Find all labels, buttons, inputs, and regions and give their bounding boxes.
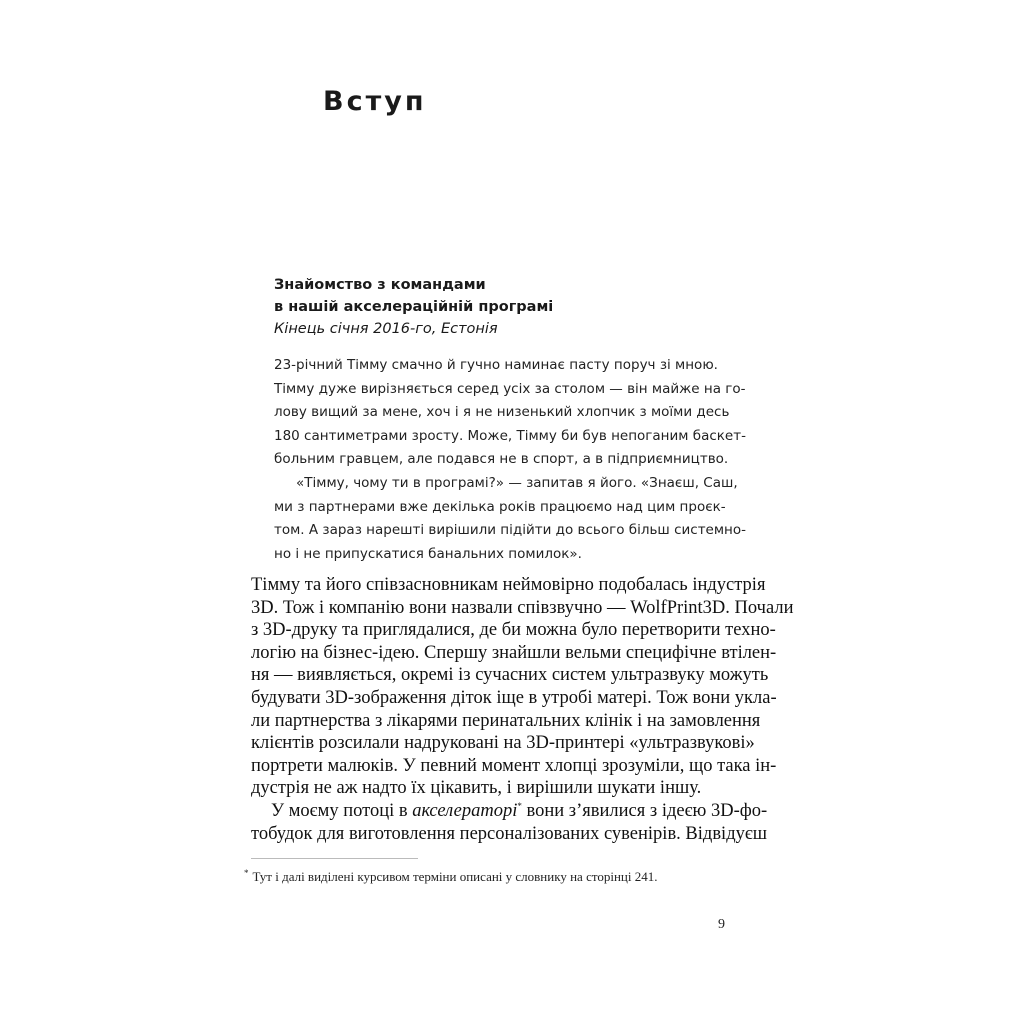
epigraph-line: 23-річний Тімму смачно й гучно наминає пасту поруч зі мною. [274,357,718,373]
glossary-term: акселераторі [412,800,518,821]
epigraph-text [274,354,747,566]
footnote-mark: * [244,867,249,878]
epigraph-line: ми з партнерами вже декілька років працюємо над цим проєк- [274,498,726,515]
footnote-divider [251,858,418,859]
body-line: портрети малюків. У певний момент хлопці зрозуміли, що така ін- [251,755,777,776]
section-subtitle: Кінець січня 2016-го, Естонія [274,321,498,337]
body-text-run: У моєму потоці в [271,800,413,821]
body-line: будувати 3D-зображення діток іще в утробі матері. Тож вони укла- [251,687,777,708]
body-line: Тімму та його співзасновникам неймовірно подобалась індустрія [251,575,766,595]
body-line: тобудок для виготовлення персоналізованих сувенірів. Відвідуєш [251,823,768,844]
body-line [251,800,768,823]
body-line: 3D. Тож і компанію вони назвали співзвучно — WolfPrint3D. Почали [251,597,794,618]
epigraph-line: лову вищий за мене, хоч і я не низенький хлопчик з моїми десь [274,404,730,421]
body-line: ня — виявляється, окремі із сучасних систем ультразвуку можуть [251,665,769,686]
epigraph-line: «Тімму, чому ти в програмі?» — запитав я його. «Знаєш, Саш, [296,474,738,491]
body-line: логію на бізнес-ідею. Спершу знайшли вельми специфічне втілен- [251,642,777,663]
body-text [251,574,794,845]
epigraph-line: том. А зараз нарешті вирішили підійти до всього більш системно- [274,522,747,539]
epigraph-line: 180 сантиметрами зросту. Може, Тімму би був непоганим баскет- [274,427,746,444]
page-title: Вступ [323,86,427,117]
epigraph-line: Тімму дуже вирізняється серед усіх за столом — він майже на го- [274,380,746,397]
epigraph-line: больним гравцем, але подався не в спорт, а в підприємництво. [274,451,729,468]
section-heading-line-1: Знайомство з командами [274,277,486,293]
body-line: дустрія не аж надто їх цікавить, і вирішили шукати іншу. [251,778,702,799]
page-number: 9 [718,917,725,932]
footnote [244,868,764,886]
body-line: ли партнерства з лікарями перинатальних клінік і на замовлення [251,710,761,731]
section-heading [274,274,744,340]
body-text-run: вони з’явилися з ідеєю 3D-фо- [521,800,768,821]
epigraph-line: но і не припускатися банальних помилок». [274,545,582,562]
body-line: з 3D-друку та приглядалися, де би можна було перетворити техно- [251,620,776,641]
body-line: клієнтів розсилали надруковані на 3D-принтері «ультразвукові» [251,733,755,754]
section-heading-line-2: в нашій акселераційній програмі [274,299,554,315]
footnote-text: Тут і далі виділені курсивом терміни описані у словнику на сторінці 241. [252,869,658,884]
footnote-reference: * [517,800,522,811]
